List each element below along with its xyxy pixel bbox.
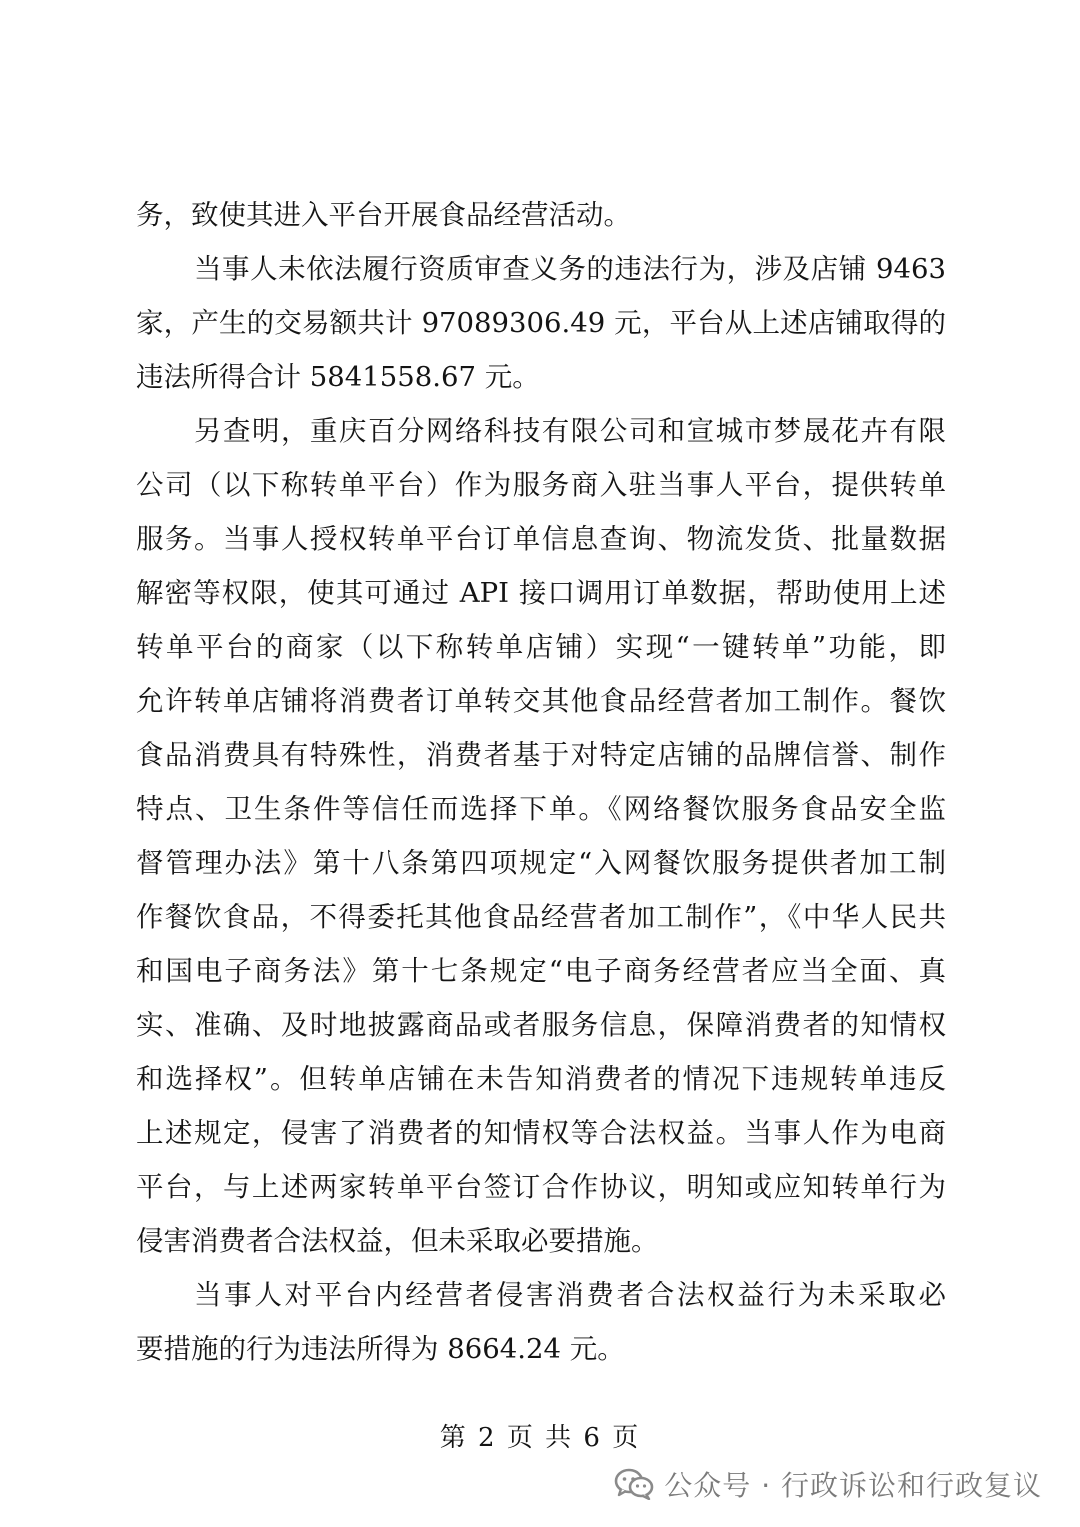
paragraph-line: 服务。当事人授权转单平台订单信息查询、物流发货、批量数据 [136, 523, 946, 555]
paragraph-line: 平台，与上述两家转单平台签订合作协议，明知或应知转单行为 [136, 1171, 946, 1203]
page-number: 第 2 页 共 6 页 [439, 1423, 641, 1453]
paragraph-line: 作餐饮食品，不得委托其他食品经营者加工制作”，《中华人民共 [136, 901, 946, 933]
watermark-text: 公众号 · 行政诉讼和行政复议 [664, 1469, 1042, 1502]
paragraph-line: 要措施的行为违法所得为 8664.24 元。 [136, 1333, 625, 1365]
watermark [614, 1464, 1042, 1504]
paragraph-line: 另查明，重庆百分网络科技有限公司和宣城市梦晟花卉有限 [194, 415, 946, 447]
paragraph-line: 违法所得合计 5841558.67 元。 [136, 361, 540, 393]
wechat-icon [614, 1468, 654, 1500]
paragraph-line: 允许转单店铺将消费者订单转交其他食品经营者加工制作。餐饮 [136, 685, 946, 717]
paragraph-line: 务，致使其进入平台开展食品经营活动。 [136, 199, 631, 231]
paragraph-line: 督管理办法》第十八条第四项规定“入网餐饮服务提供者加工制 [136, 847, 946, 879]
paragraph-line: 特点、卫生条件等信任而选择下单。《网络餐饮服务食品安全监 [136, 793, 946, 825]
paragraph-line: 侵害消费者合法权益，但未采取必要措施。 [136, 1225, 659, 1257]
paragraph-line: 家，产生的交易额共计 97089306.49 元，平台从上述店铺取得的 [136, 307, 946, 339]
paragraph-line: 解密等权限，使其可通过 API 接口调用订单数据，帮助使用上述 [136, 577, 946, 609]
paragraph-line: 食品消费具有特殊性，消费者基于对特定店铺的品牌信誉、制作 [136, 739, 946, 771]
paragraph-line: 当事人未依法履行资质审查义务的违法行为，涉及店铺 9463 [194, 253, 946, 285]
paragraph-line: 和选择权”。但转单店铺在未告知消费者的情况下违规转单违反 [136, 1063, 946, 1095]
paragraph-line: 转单平台的商家（以下称转单店铺）实现“一键转单”功能，即 [136, 631, 946, 663]
paragraph-line: 当事人对平台内经营者侵害消费者合法权益行为未采取必 [194, 1279, 946, 1311]
paragraph-line: 上述规定，侵害了消费者的知情权等合法权益。当事人作为电商 [136, 1117, 946, 1149]
paragraph-line: 实、准确、及时地披露商品或者服务信息，保障消费者的知情权 [136, 1009, 946, 1041]
paragraph-line: 和国电子商务法》第十七条规定“电子商务经营者应当全面、真 [136, 955, 946, 987]
paragraph-line: 公司（以下称转单平台）作为服务商入驻当事人平台，提供转单 [136, 469, 946, 501]
document-body [136, 188, 946, 1376]
